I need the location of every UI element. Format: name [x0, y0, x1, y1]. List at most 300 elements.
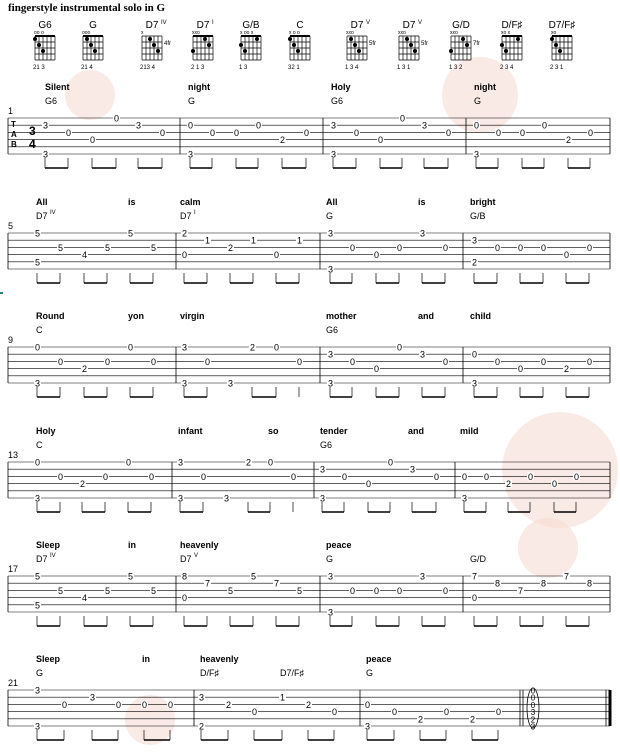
finger-dot — [409, 43, 413, 47]
tab-note: 3 — [473, 149, 480, 160]
tab-note: 0 — [34, 457, 41, 468]
tab-note: 0 — [251, 707, 258, 718]
tab-note: 2 — [198, 721, 205, 732]
tab-note: 0 — [373, 364, 380, 375]
chord-diagram — [140, 20, 171, 71]
tab-clef: A — [11, 130, 17, 139]
tab-note: 2 — [471, 257, 478, 268]
tab-note: 1 — [204, 235, 211, 246]
chord-fingering: 213 4 — [140, 65, 156, 71]
lyric-word: Holy — [331, 82, 351, 92]
tab-note: 5 — [127, 571, 134, 582]
lyric-word: Sleep — [36, 540, 61, 550]
tab-note: 0 — [341, 471, 348, 482]
lyric-word: Sleep — [36, 654, 61, 664]
tab-note: 0 — [89, 135, 96, 146]
tab-note: 3 — [42, 149, 49, 160]
tab-note: 3 — [327, 264, 334, 275]
measure-number: 1 — [8, 106, 14, 116]
tab-note: 5 — [150, 585, 157, 596]
tab-note: 3 — [409, 464, 416, 475]
tab-note: 5 — [57, 585, 64, 596]
tab-note: 3 — [327, 349, 334, 360]
tab-note: 0 — [541, 120, 548, 131]
tab-note: 4 — [81, 593, 88, 604]
chord-symbol: G — [326, 211, 334, 221]
tab-note: 0 — [483, 471, 490, 482]
tab-note: 0 — [373, 250, 380, 261]
tab-note: 0 — [181, 250, 188, 261]
tab-note: 5 — [104, 242, 111, 253]
tab-note: 8 — [494, 578, 501, 589]
tab-note: 2 — [249, 342, 256, 353]
chord-fingering: 21 4 — [81, 65, 93, 71]
chord-position: V — [194, 553, 199, 559]
tab-note: 0 — [181, 593, 188, 604]
tab-note: 8 — [181, 571, 188, 582]
lyric-word: is — [418, 197, 426, 207]
chord-symbol: G — [188, 96, 196, 106]
tab-note: 0 — [209, 127, 216, 138]
chord-diagram — [191, 20, 214, 71]
tab-note: 8 — [586, 578, 593, 589]
finger-dot — [239, 43, 243, 47]
tab-note: 2 — [81, 364, 88, 375]
tab-note: 2 — [417, 714, 424, 725]
finger-dot — [152, 43, 156, 47]
chord-symbol: C — [36, 325, 43, 335]
lyric-word: tender — [320, 426, 348, 436]
chord-name: D7 — [402, 20, 416, 31]
final-chord-note: 3 — [530, 722, 536, 732]
tab-note: 4 — [81, 250, 88, 261]
tab-note: 0 — [290, 471, 297, 482]
tab-note: 0 — [353, 127, 360, 138]
tab-note: 2 — [279, 135, 286, 146]
chord-symbol: D/F♯ — [200, 668, 219, 678]
chord-fret-number: 5fr — [421, 41, 429, 47]
tab-note: 3 — [181, 378, 188, 389]
finger-dot — [148, 37, 152, 41]
chord-open-strings: x — [141, 30, 144, 36]
tab-note: 5 — [104, 585, 111, 596]
chord-symbol: G6 — [45, 96, 58, 106]
tab-note: 0 — [443, 707, 450, 718]
tab-note: 1 — [296, 235, 303, 246]
tab-note: 3 — [471, 378, 478, 389]
tab-note: 5 — [127, 228, 134, 239]
chord-symbol: D7 — [180, 554, 192, 564]
tab-note: 0 — [373, 585, 380, 596]
tab-note: 0 — [303, 127, 310, 138]
tab-note: 5 — [34, 257, 41, 268]
tab-note: 3 — [34, 493, 41, 504]
tab-note: 0 — [273, 250, 280, 261]
finger-dot — [558, 49, 562, 53]
tab-note: 0 — [148, 471, 155, 482]
tab-clef: T — [11, 120, 16, 129]
chord-fingering: 2 3 1 — [550, 65, 564, 71]
tab-note: 0 — [396, 342, 403, 353]
chord-name: D7 — [350, 20, 364, 31]
chord-fingering: 1 3 — [239, 65, 248, 71]
chord-symbol: D7/F♯ — [280, 668, 305, 678]
tab-note: 0 — [396, 242, 403, 253]
finger-dot — [156, 49, 160, 53]
tab-note: 0 — [349, 242, 356, 253]
chord-name: D7 — [196, 20, 210, 31]
lyric-word: so — [268, 426, 279, 436]
tab-note: 3 — [327, 571, 334, 582]
chord-symbol: D7 — [180, 211, 192, 221]
tab-note: 3 — [181, 342, 188, 353]
lyric-word: All — [326, 197, 338, 207]
tab-note: 2 — [225, 699, 232, 710]
tab-note: 7 — [517, 585, 524, 596]
finger-dot — [461, 37, 465, 41]
tab-note: 0 — [573, 471, 580, 482]
lyric-word: bright — [470, 197, 496, 207]
chord-diagram — [33, 20, 55, 71]
tab-note: 0 — [442, 356, 449, 367]
tab-system — [8, 654, 610, 740]
finger-dot — [89, 43, 93, 47]
tab-note: 0 — [445, 127, 452, 138]
tab-note: 0 — [473, 120, 480, 131]
tab-note: 7 — [204, 578, 211, 589]
finger-dot — [504, 49, 508, 53]
tab-note: 0 — [34, 342, 41, 353]
tab-note: 2 — [79, 479, 86, 490]
tab-note: 3 — [327, 228, 334, 239]
lyric-word: child — [470, 311, 492, 321]
chord-symbol: G — [326, 554, 334, 564]
tab-note: 7 — [273, 578, 280, 589]
chord-diagram — [549, 20, 576, 71]
tab-note: 3 — [34, 721, 41, 732]
tab-note: 0 — [331, 707, 338, 718]
tab-note: 0 — [587, 127, 594, 138]
chord-fret-number: 4fr — [164, 41, 172, 47]
tab-note: 0 — [233, 127, 240, 138]
tab-note: 0 — [349, 585, 356, 596]
finger-dot — [465, 43, 469, 47]
measure-number: 17 — [8, 564, 19, 574]
watermark-circle — [502, 412, 618, 528]
tab-note: 3 — [419, 571, 426, 582]
lyric-word: in — [128, 540, 136, 550]
chord-position: V — [366, 20, 371, 26]
tab-note: 3 — [34, 685, 41, 696]
tab-note: 5 — [227, 585, 234, 596]
tab-note: 3 — [135, 120, 142, 131]
tab-note: 3 — [34, 378, 41, 389]
tab-note: 5 — [34, 228, 41, 239]
finger-dot — [550, 37, 554, 41]
finger-dot — [243, 49, 247, 53]
lyric-word: virgin — [180, 311, 205, 321]
final-chord-note: 3 — [530, 708, 536, 718]
finger-dot — [500, 43, 504, 47]
finger-dot — [296, 49, 300, 53]
finger-dot — [288, 37, 292, 41]
tab-note: 0 — [461, 471, 468, 482]
time-signature: 3 — [29, 124, 36, 138]
chord-position: IV — [161, 20, 167, 26]
tab-note: 3 — [327, 378, 334, 389]
tab-note: 5 — [250, 571, 257, 582]
chord-fingering: 1 3 2 — [449, 65, 463, 71]
tab-system — [8, 197, 610, 283]
tab-note: 0 — [115, 699, 122, 710]
tab-note: 0 — [273, 342, 280, 353]
chord-fingering: 2 1 3 — [191, 65, 205, 71]
tab-note: 0 — [187, 120, 194, 131]
chord-symbol: G6 — [331, 96, 344, 106]
tab-note: 0 — [519, 127, 526, 138]
measure-number: 13 — [8, 450, 19, 460]
final-chord-note: 0 — [530, 693, 536, 703]
chord-open-strings: xxo — [450, 30, 458, 36]
chord-open-strings: x o o — [289, 30, 300, 36]
tab-note: 3 — [421, 120, 428, 131]
margin-mark — [0, 292, 3, 294]
tab-note: 0 — [551, 479, 558, 490]
tab-note: 3 — [419, 228, 426, 239]
chord-fingering: 1 3 4 — [345, 65, 359, 71]
tab-note: 2 — [245, 457, 252, 468]
tab-note: 0 — [61, 699, 68, 710]
lyric-word: mild — [460, 426, 479, 436]
tab-note: 0 — [267, 457, 274, 468]
tab-note: 2 — [181, 228, 188, 239]
tab-note: 3 — [187, 149, 194, 160]
tab-note: 2 — [563, 364, 570, 375]
finger-dot — [41, 49, 45, 53]
tab-note: 0 — [365, 479, 372, 490]
tab-note: 3 — [330, 120, 337, 131]
final-chord-note: 0 — [530, 700, 536, 710]
tab-note: 0 — [167, 699, 174, 710]
tab-note: 3 — [319, 493, 326, 504]
lyric-word: is — [128, 197, 136, 207]
finger-dot — [554, 43, 558, 47]
chord-fingering: 2 3 4 — [500, 65, 514, 71]
chord-open-strings: xxo — [398, 30, 406, 36]
tab-note: 0 — [296, 356, 303, 367]
tab-note: 0 — [442, 585, 449, 596]
finger-dot — [353, 43, 357, 47]
tab-note: 3 — [471, 235, 478, 246]
chord-diagram — [345, 20, 376, 71]
tab-note: 0 — [387, 457, 394, 468]
lyric-word: heavenly — [180, 540, 219, 550]
tab-note: 5 — [296, 585, 303, 596]
tab-note: 3 — [419, 349, 426, 360]
chord-diagram — [397, 20, 428, 71]
tab-note: 0 — [57, 356, 64, 367]
tab-note: 3 — [319, 464, 326, 475]
tab-note: 0 — [391, 707, 398, 718]
tab-note: 0 — [349, 356, 356, 367]
measure-number: 5 — [8, 221, 14, 231]
finger-dot — [516, 37, 520, 41]
tab-note: 0 — [200, 471, 207, 482]
chord-symbol: G — [474, 96, 482, 106]
tab-note: 0 — [396, 585, 403, 596]
tab-note: 1 — [250, 235, 257, 246]
chord-symbol: G/D — [470, 554, 487, 564]
chord-position: I — [212, 20, 214, 26]
tab-note: 7 — [563, 571, 570, 582]
tab-note: 0 — [204, 356, 211, 367]
chord-symbol: D7 — [36, 554, 48, 564]
lyric-word: and — [408, 426, 425, 436]
tab-note: 0 — [527, 471, 534, 482]
tab-note: 3 — [42, 120, 49, 131]
chord-symbol: G6 — [320, 440, 333, 450]
tab-note: 0 — [495, 127, 502, 138]
tab-note: 2 — [565, 135, 572, 146]
chord-symbol: C — [36, 440, 43, 450]
chord-position: IV — [50, 553, 56, 559]
lyric-word: in — [142, 654, 150, 664]
tab-note: 0 — [113, 113, 120, 124]
tab-note: 0 — [399, 113, 406, 124]
final-chord-note: 2 — [530, 715, 536, 725]
tab-note: 5 — [34, 571, 41, 582]
time-signature: 4 — [29, 137, 36, 151]
tab-note: 0 — [586, 242, 593, 253]
tab-note: 0 — [57, 471, 64, 482]
tab-note: 0 — [433, 471, 440, 482]
tab-note: 3 — [177, 493, 184, 504]
tab-note: 2 — [305, 699, 312, 710]
watermark-circle — [518, 518, 578, 578]
tab-note: 3 — [89, 692, 96, 703]
chord-diagram — [500, 20, 523, 71]
chord-name: G — [89, 20, 97, 31]
finger-dot — [255, 37, 259, 41]
finger-dot — [33, 37, 37, 41]
tab-note: 0 — [159, 127, 166, 138]
chord-position: V — [418, 20, 423, 26]
tab-note: 3 — [223, 493, 230, 504]
finger-dot — [37, 43, 41, 47]
tab-note: 0 — [495, 707, 502, 718]
lyric-word: mother — [326, 311, 357, 321]
chord-fingering: 1 3 1 — [397, 65, 411, 71]
finger-dot — [85, 37, 89, 41]
lyric-word: infant — [178, 426, 203, 436]
tab-note: 8 — [540, 578, 547, 589]
lyric-word: peace — [366, 654, 392, 664]
chord-open-strings: x oo x — [240, 30, 254, 36]
measure-number: 9 — [8, 335, 14, 345]
tab-note: 0 — [540, 356, 547, 367]
chord-position: I — [194, 210, 196, 216]
lyric-word: heavenly — [200, 654, 239, 664]
tab-note: 2 — [505, 479, 512, 490]
chord-fret-number: 5fr — [369, 41, 377, 47]
tab-note: 0 — [104, 356, 111, 367]
chord-name: C — [296, 20, 304, 31]
lyric-word: Holy — [36, 426, 56, 436]
chord-name: D7 — [145, 20, 159, 31]
finger-dot — [207, 43, 211, 47]
tab-note: 0 — [125, 457, 132, 468]
tab-note: 0 — [586, 356, 593, 367]
tab-note: 0 — [442, 242, 449, 253]
chord-name: D7/F♯ — [548, 20, 576, 31]
chord-diagram — [81, 20, 103, 71]
chord-diagram — [288, 20, 310, 71]
finger-dot — [203, 37, 207, 41]
chord-diagram — [239, 20, 261, 71]
tab-note: 0 — [494, 242, 501, 253]
tab-note: 0 — [517, 364, 524, 375]
tab-note: 2 — [227, 242, 234, 253]
tab-note: 3 — [364, 721, 371, 732]
lyric-word: Round — [36, 311, 65, 321]
finger-dot — [93, 49, 97, 53]
finger-dot — [191, 49, 195, 53]
tab-note: 0 — [141, 699, 148, 710]
chord-symbol: G — [366, 668, 374, 678]
finger-dot — [449, 49, 453, 53]
watermark-circle — [65, 70, 115, 120]
finger-dot — [413, 49, 417, 53]
tab-note: 0 — [517, 242, 524, 253]
tab-note: 5 — [150, 242, 157, 253]
chord-symbol: G/B — [470, 211, 486, 221]
measure-number: 21 — [8, 678, 19, 688]
finger-dot — [292, 43, 296, 47]
chord-name: D/F♯ — [501, 20, 523, 31]
tab-note: 3 — [461, 493, 468, 504]
tab-note: 3 — [198, 692, 205, 703]
lyric-word: yon — [128, 311, 145, 321]
lyric-word: calm — [180, 197, 201, 207]
chord-symbol: G — [36, 668, 44, 678]
chord-name: G/D — [452, 20, 470, 31]
tab-note: 0 — [150, 356, 157, 367]
tab-system — [8, 311, 610, 397]
tab-clef: B — [11, 140, 17, 149]
tab-note: 7 — [471, 571, 478, 582]
lyric-word: and — [418, 311, 435, 321]
chord-open-strings: xo — [551, 30, 557, 36]
chord-symbol: D7 — [36, 211, 48, 221]
tab-note: 0 — [255, 120, 262, 131]
tab-note: 3 — [177, 457, 184, 468]
chord-open-strings: xo x — [501, 30, 511, 36]
tab-note: 5 — [57, 242, 64, 253]
chord-open-strings: xxo — [192, 30, 200, 36]
lyric-word: night — [474, 82, 496, 92]
tab-note: 0 — [563, 250, 570, 261]
chord-open-strings: oo o — [34, 30, 44, 36]
tab-note: 3 — [330, 149, 337, 160]
tab-note: 0 — [494, 356, 501, 367]
tab-note: 0 — [471, 593, 478, 604]
tab-note: 3 — [327, 607, 334, 618]
chord-symbol: G6 — [326, 325, 339, 335]
chord-fingering: 32 1 — [288, 65, 300, 71]
lyric-word: All — [36, 197, 48, 207]
page-title: fingerstyle instrumental solo in G — [8, 2, 166, 14]
tab-note: 0 — [377, 135, 384, 146]
